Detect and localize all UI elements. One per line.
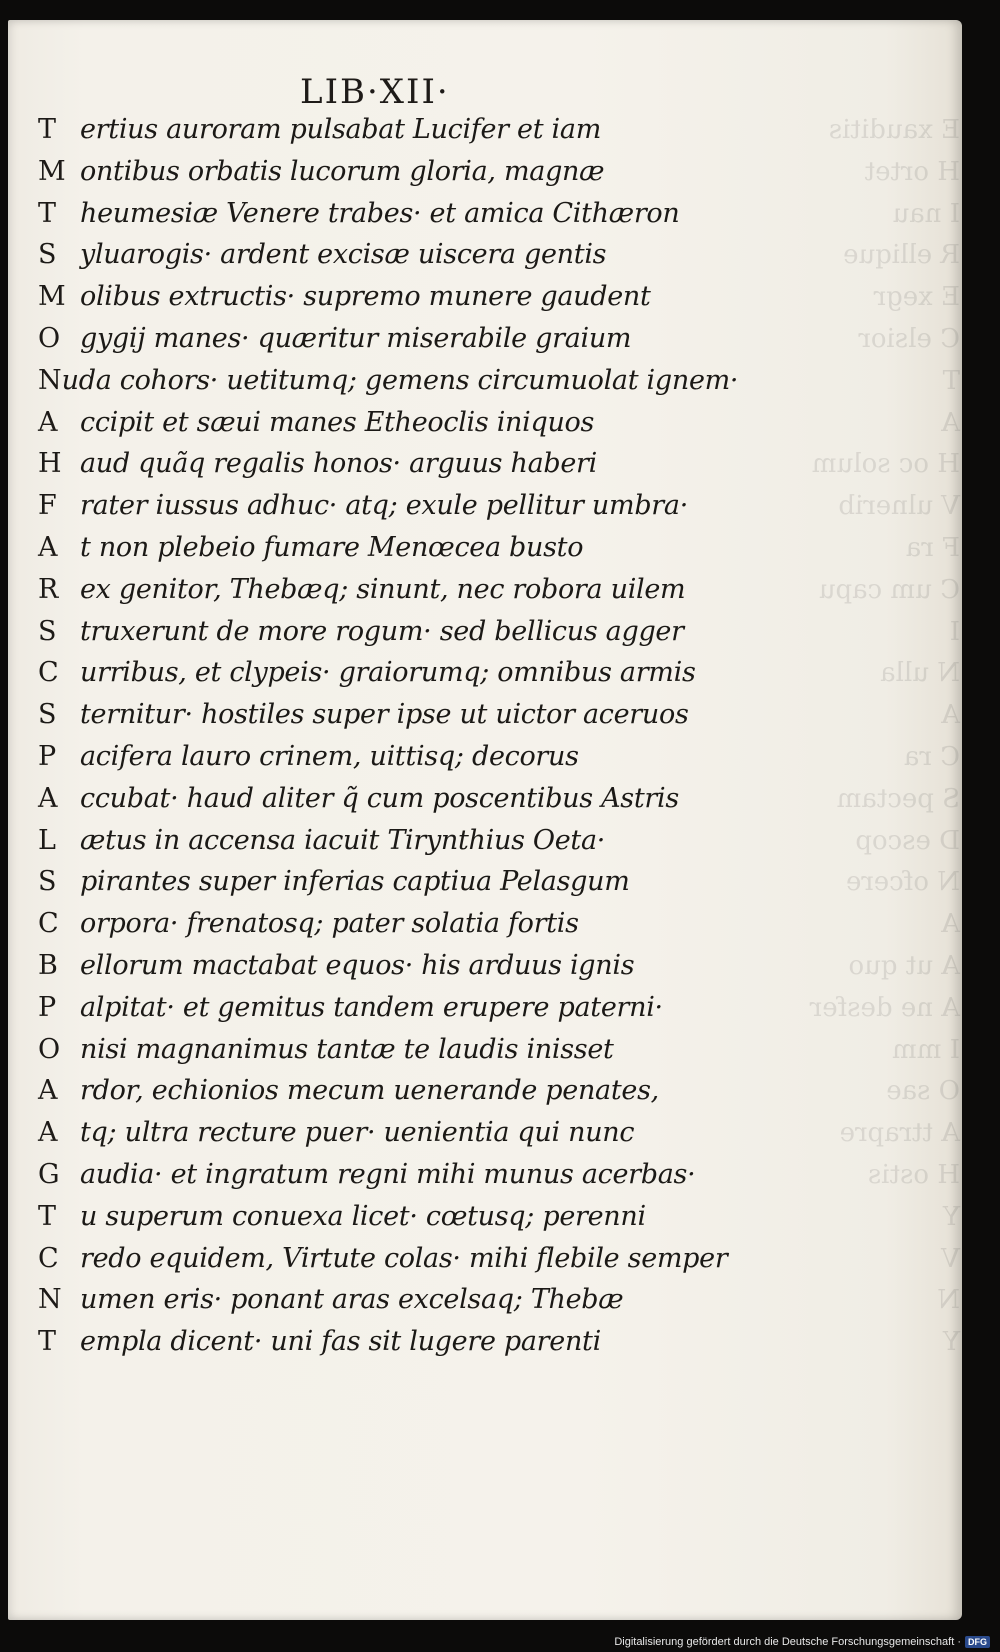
dfg-logo: DFG xyxy=(965,1636,990,1648)
verse-text: orpora· frenatosq; pater solatia fortis xyxy=(80,908,579,940)
digitization-credit xyxy=(614,1636,990,1648)
verse-text: gygij manes· quæritur miserabile graium xyxy=(80,322,632,354)
verse-initial: T xyxy=(38,1326,57,1358)
verse-line xyxy=(38,783,738,825)
verse-initial: C xyxy=(38,657,59,689)
verse-line xyxy=(38,407,738,449)
verse-initial: T xyxy=(38,197,57,229)
verse-initial: M xyxy=(38,155,66,187)
verse-line xyxy=(38,1201,738,1243)
verse-line xyxy=(38,281,738,323)
verse-initial: S xyxy=(38,699,57,731)
verse-line xyxy=(38,156,738,198)
verse-initial: S xyxy=(38,866,57,898)
verse-initial: N xyxy=(38,364,62,396)
verse-initial: S xyxy=(38,239,57,271)
verse-text: truxerunt de more rogum· sed bellicus agger xyxy=(80,615,684,647)
verse-initial: O xyxy=(38,1033,61,1065)
verse-text: tq; ultra recture puer· uenientia qui nunc xyxy=(80,1117,635,1149)
verse-text: aud quãq regalis honos· arguus haberi xyxy=(80,448,597,480)
verse-line xyxy=(38,365,738,407)
verse-initial: O xyxy=(38,322,61,354)
verse-line xyxy=(38,825,738,867)
verse-initial: A xyxy=(38,1117,58,1149)
credit-text: Digitalisierung gefördert durch die Deutsche Forschungsgemeinschaft · xyxy=(614,1636,961,1648)
verse-text: ex genitor, Thebæq; sinunt, nec robora uilem xyxy=(80,573,686,605)
verse-line xyxy=(38,532,738,574)
verse-text: heumesiæ Venere trabes· et amica Cithæron xyxy=(80,197,680,229)
verse-line xyxy=(38,992,738,1034)
verse-line xyxy=(38,198,738,240)
verse-line xyxy=(38,1075,738,1117)
verse-text: ternitur· hostiles super ipse ut uictor aceruos xyxy=(80,699,689,731)
verse-initial: P xyxy=(38,740,57,772)
verse-initial: A xyxy=(38,406,58,438)
verse-text: t non plebeio fumare Menœcea busto xyxy=(80,531,584,563)
poem-text xyxy=(38,114,738,1368)
verse-initial: H xyxy=(38,448,62,480)
verse-line xyxy=(38,1243,738,1285)
verse-text: rdor, echionios mecum uenerande penates, xyxy=(80,1075,659,1107)
verse-text: rater iussus adhuc· atq; exule pellitur umbra· xyxy=(80,490,688,522)
verse-text: urribus, et clypeis· graiorumq; omnibus armis xyxy=(80,657,696,689)
verse-initial: R xyxy=(38,573,59,605)
verse-line xyxy=(38,323,738,365)
verse-initial: A xyxy=(38,782,58,814)
verse-line xyxy=(38,699,738,741)
verse-initial: A xyxy=(38,531,58,563)
verse-line xyxy=(38,908,738,950)
verse-text: yluarogis· ardent excisæ uiscera gentis xyxy=(80,239,607,271)
running-head: LIB·XII· xyxy=(300,72,450,112)
verse-text: nisi magnanimus tantæ te laudis inisset xyxy=(80,1033,614,1065)
verse-line xyxy=(38,239,738,281)
verse-line xyxy=(38,448,738,490)
verse-line xyxy=(38,1117,738,1159)
verse-text: u superum conuexa licet· cœtusq; perenni xyxy=(80,1200,646,1232)
verse-initial: P xyxy=(38,991,57,1023)
verse-text: ccipit et sæui manes Etheoclis iniquos xyxy=(80,406,595,438)
verse-line xyxy=(38,490,738,532)
verse-text: empla dicent· uni fas sit lugere parenti xyxy=(80,1326,601,1358)
verse-text: ellorum mactabat equos· his arduus ignis xyxy=(80,949,635,981)
verse-line xyxy=(38,616,738,658)
verse-text: ertius auroram pulsabat Lucifer et iam xyxy=(80,114,601,145)
verse-initial: A xyxy=(38,1075,58,1107)
verse-initial: M xyxy=(38,281,66,313)
verse-line xyxy=(38,1034,738,1076)
verse-text: ætus in accensa iacuit Tirynthius Oeta· xyxy=(80,824,606,856)
verse-initial: T xyxy=(38,1200,57,1232)
verse-text: acifera lauro crinem, uittisq; decorus xyxy=(80,740,579,772)
verse-initial: F xyxy=(38,490,57,522)
verse-text: ontibus orbatis lucorum gloria, magnæ xyxy=(80,155,605,187)
verse-line xyxy=(38,950,738,992)
verse-initial: N xyxy=(38,1284,62,1316)
verse-text: audia· et ingratum regni mihi munus acerbas· xyxy=(80,1158,696,1190)
verse-initial: S xyxy=(38,615,57,647)
verse-line xyxy=(38,574,738,616)
verse-text: ccubat· haud aliter q̃ cum poscentibus Astris xyxy=(80,782,679,814)
verse-line xyxy=(38,866,738,908)
verse-line xyxy=(38,114,738,156)
verse-initial: T xyxy=(38,114,57,145)
verse-line xyxy=(38,741,738,783)
verse-initial: L xyxy=(38,824,56,856)
verse-text: umen eris· ponant aras excelsaq; Thebæ xyxy=(80,1284,624,1316)
verse-line xyxy=(38,1159,738,1201)
verse-line xyxy=(38,1284,738,1326)
verse-line xyxy=(38,1326,738,1368)
verse-text: pirantes super inferias captiua Pelasgum xyxy=(80,866,630,898)
verse-text: olibus extructis· supremo munere gaudent xyxy=(80,281,651,313)
verse-line xyxy=(38,657,738,699)
verse-initial: C xyxy=(38,908,59,940)
verse-text: redo equidem, Virtute colas· mihi flebile semper xyxy=(80,1242,728,1274)
verse-initial: B xyxy=(38,949,58,981)
verse-initial: C xyxy=(38,1242,59,1274)
verse-text: alpitat· et gemitus tandem erupere paterni· xyxy=(80,991,663,1023)
verse-text: uda cohors· uetitumq; gemens circumuolat ignem· xyxy=(61,364,739,396)
verse-initial: G xyxy=(38,1158,60,1190)
